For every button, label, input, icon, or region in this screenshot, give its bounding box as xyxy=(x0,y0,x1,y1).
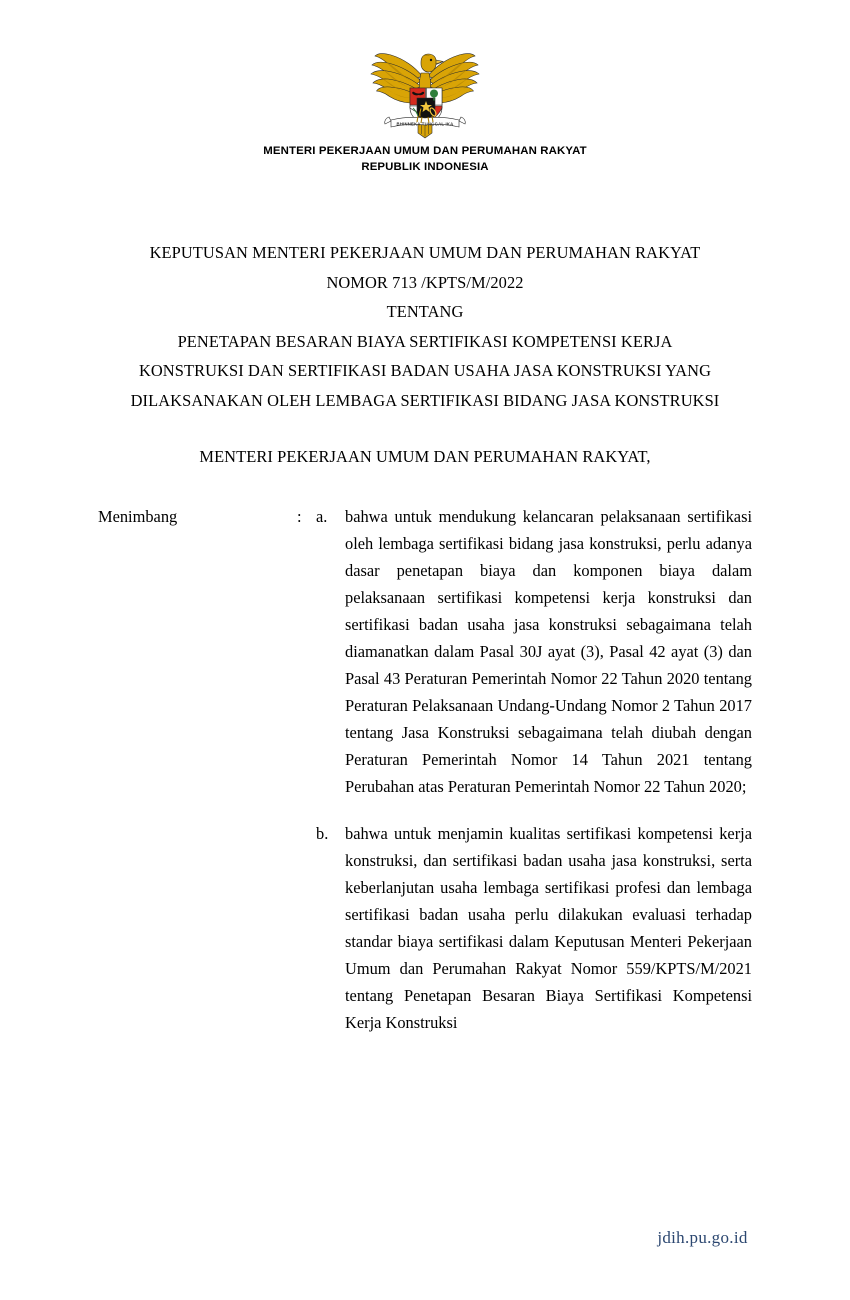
title-subject-line-3: DILAKSANAKAN OLEH LEMBAGA SERTIFIKASI BIDANG JASA KONSTRUKSI xyxy=(130,390,720,410)
ministry-line-2: REPUBLIK INDONESIA xyxy=(361,160,489,173)
clause-colon: : xyxy=(297,507,302,526)
title-line-nomor: NOMOR 713 /KPTS/M/2022 xyxy=(326,272,524,292)
clause-letter-a: a. xyxy=(316,507,328,526)
clause-text-a: bahwa untuk mendukung kelancaran pelaksanaan sertifikasi oleh lembaga sertifikasi bidang jasa konstruksi, perlu adanya dasar penetapan biaya dan komponen biaya dalam pelaksanaan sertifikasi kompetensi kerja konstruksi dan sertifikasi badan usaha jasa konstruksi sebagaimana telah diamanatkan dalam Pasal 30J ayat (3), Pasal 42 ayat (3) dan Pasal 43 Peraturan Pemerintah Nomor 22 Tahun 2020 tentang Peraturan Pelaksanaan Undang-Undang Nomor 2 Tahun 2017 tentang Jasa Konstruksi sebagaimana telah diubah dengan Peraturan Pemerintah Nomor 14 Tahun 2021 tentang Perubahan atas Peraturan Pemerintah Nomor 22 Tahun 2020; xyxy=(345,507,752,796)
clause-label-menimbang: Menimbang xyxy=(98,507,178,526)
clause-row-a xyxy=(0,503,850,800)
emblem-container xyxy=(0,42,850,147)
document-title-block xyxy=(85,238,765,415)
clause-text-b: bahwa untuk menjamin kualitas sertifikasi kompetensi kerja konstruksi, dan sertifikasi badan usaha jasa konstruksi, serta keberlanjutan usaha lembaga sertifikasi profesi dan lembaga sertifikasi badan usaha perlu dilakukan evaluasi terhadap standar biaya sertifikasi dalam Keputusan Menteri Pekerjaan Umum dan Perumahan Rakyat Nomor 559/KPTS/M/2021 tentang Penetapan Besaran Biaya Sertifikasi Kompetensi Kerja Konstruksi xyxy=(345,824,752,1032)
jdih-watermark-text: jdih.pu.go.id xyxy=(657,1228,748,1247)
title-line-tentang: TENTANG xyxy=(386,302,464,321)
ministry-line-1: MENTERI PEKERJAAN UMUM DAN PERUMAHAN RAKYAT xyxy=(263,145,587,157)
clause-row-b xyxy=(0,820,850,1036)
considerations-body xyxy=(0,503,850,1036)
ministry-header xyxy=(0,144,850,175)
title-subject-line-1: PENETAPAN BESARAN BIAYA SERTIFIKASI KOMPETENSI KERJA xyxy=(177,331,673,351)
title-subject-line-2: KONSTRUKSI DAN SERTIFIKASI BADAN USAHA JASA KONSTRUKSI YANG xyxy=(138,361,712,380)
footer-watermark xyxy=(0,1228,850,1248)
svg-text:BHINNEKA TUNGGAL IKA: BHINNEKA TUNGGAL IKA xyxy=(396,121,454,127)
clause-letter-b: b. xyxy=(316,824,329,843)
salutation-line: MENTERI PEKERJAAN UMUM DAN PERUMAHAN RAKYAT, xyxy=(199,447,651,466)
title-line-keputusan: KEPUTUSAN MENTERI PEKERJAAN UMUM DAN PERUMAHAN RAKYAT xyxy=(149,243,701,262)
paragraph-spacer xyxy=(0,800,850,820)
garuda-pancasila-icon xyxy=(369,42,481,142)
